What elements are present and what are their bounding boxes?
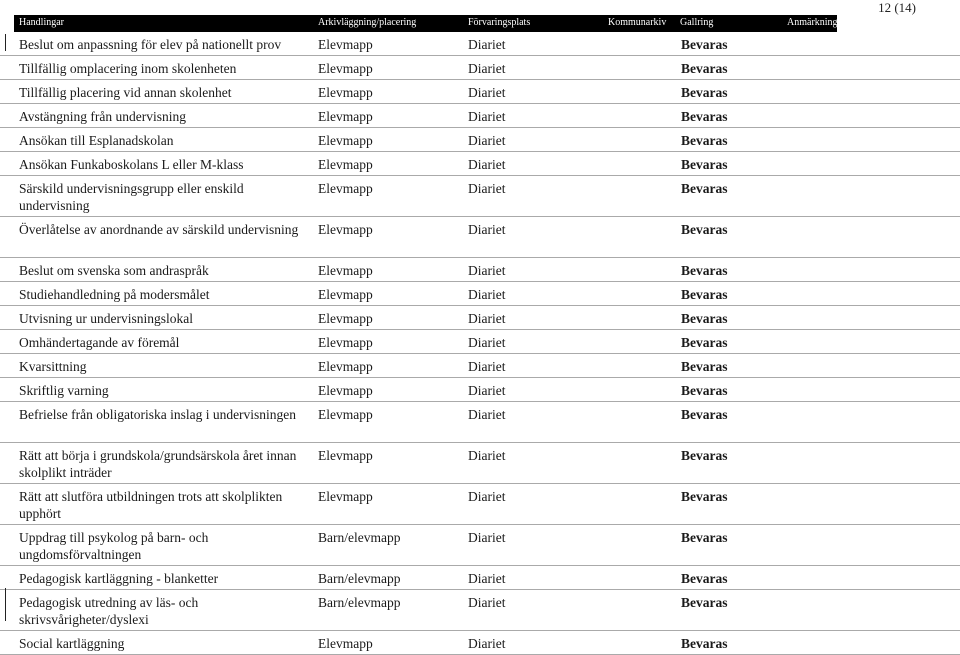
cell-arkivlaggning: Elevmapp [318, 287, 373, 302]
cell-arkivlaggning: Elevmapp [318, 157, 373, 172]
cell-gallring: Bevaras [681, 263, 728, 278]
cell-arkivlaggning: Elevmapp [318, 109, 373, 124]
cell-gallring: Bevaras [681, 383, 728, 398]
change-marker [5, 34, 6, 51]
cell-gallring: Bevaras [681, 287, 728, 302]
table-row [0, 104, 960, 128]
cell-handling: Avstängning från undervisning [19, 109, 186, 124]
cell-arkivlaggning: Barn/elevmapp [318, 571, 401, 586]
cell-gallring: Bevaras [681, 595, 728, 610]
cell-gallring: Bevaras [681, 37, 728, 52]
table-row [0, 56, 960, 80]
cell-forvaringsplats: Diariet [468, 222, 506, 237]
header-anmarkning: Anmärkning [787, 17, 838, 28]
cell-handling: Rätt att slutföra utbildningen trots att skolplikten upphört [19, 489, 283, 521]
cell-gallring: Bevaras [681, 530, 728, 545]
cell-gallring: Bevaras [681, 85, 728, 100]
cell-forvaringsplats: Diariet [468, 263, 506, 278]
cell-gallring: Bevaras [681, 157, 728, 172]
cell-forvaringsplats: Diariet [468, 595, 506, 610]
cell-forvaringsplats: Diariet [468, 359, 506, 374]
header-forvaringsplats: Förvaringsplats [468, 17, 531, 28]
cell-forvaringsplats: Diariet [468, 311, 506, 326]
cell-handling: Social kartläggning [19, 636, 125, 651]
cell-forvaringsplats: Diariet [468, 530, 506, 545]
cell-gallring: Bevaras [681, 181, 728, 196]
cell-gallring: Bevaras [681, 636, 728, 651]
cell-handling: Befrielse från obligatoriska inslag i undervisningen [19, 407, 297, 422]
table-row [0, 32, 960, 56]
cell-forvaringsplats: Diariet [468, 37, 506, 52]
cell-handling: Uppdrag till psykolog på barn- och ungdomsförvaltningen [19, 530, 209, 562]
cell-arkivlaggning: Elevmapp [318, 133, 373, 148]
cell-handling: Rätt att börja i grundskola/grundsärskola året innan skolplikt inträder [19, 448, 297, 480]
records-table [0, 32, 960, 655]
cell-handling: Särskild undervisningsgrupp eller enskild undervisning [19, 181, 244, 213]
table-row [0, 525, 960, 566]
cell-arkivlaggning: Elevmapp [318, 37, 373, 52]
header-kommunarkiv: Kommunarkiv [608, 17, 667, 28]
table-row [0, 378, 960, 402]
cell-arkivlaggning: Elevmapp [318, 222, 373, 237]
cell-arkivlaggning: Elevmapp [318, 181, 373, 196]
cell-gallring: Bevaras [681, 571, 728, 586]
change-marker [5, 588, 6, 621]
cell-gallring: Bevaras [681, 407, 728, 422]
cell-handling: Kvarsittning [19, 359, 87, 374]
cell-forvaringsplats: Diariet [468, 448, 506, 463]
header-handlingar: Handlingar [19, 17, 64, 28]
cell-arkivlaggning: Elevmapp [318, 448, 373, 463]
cell-handling: Pedagogisk kartläggning - blanketter [19, 571, 219, 586]
cell-arkivlaggning: Elevmapp [318, 383, 373, 398]
header-arkivlaggning: Arkivläggning/placering [318, 17, 417, 28]
table-row [0, 402, 960, 443]
cell-arkivlaggning: Elevmapp [318, 311, 373, 326]
cell-handling: Beslut om anpassning för elev på nationellt prov [19, 37, 282, 52]
cell-forvaringsplats: Diariet [468, 157, 506, 172]
cell-handling: Utvisning ur undervisningslokal [19, 311, 193, 326]
cell-forvaringsplats: Diariet [468, 61, 506, 76]
cell-handling: Ansökan till Esplanadskolan [19, 133, 174, 148]
cell-forvaringsplats: Diariet [468, 571, 506, 586]
header-gallring: Gallring [680, 17, 714, 28]
cell-handling: Skriftlig varning [19, 383, 109, 398]
cell-arkivlaggning: Elevmapp [318, 359, 373, 374]
cell-arkivlaggning: Elevmapp [318, 489, 373, 504]
cell-handling: Ansökan Funkaboskolans L eller M-klass [19, 157, 244, 172]
page-number: 12 (14) [878, 0, 916, 15]
cell-forvaringsplats: Diariet [468, 85, 506, 100]
table-row [0, 176, 960, 217]
table-row [0, 217, 960, 258]
cell-forvaringsplats: Diariet [468, 181, 506, 196]
table-row [0, 566, 960, 590]
cell-arkivlaggning: Elevmapp [318, 335, 373, 350]
cell-handling: Tillfällig omplacering inom skolenheten [19, 61, 237, 76]
cell-arkivlaggning: Elevmapp [318, 61, 373, 76]
cell-gallring: Bevaras [681, 222, 728, 237]
table-row [0, 631, 960, 655]
cell-forvaringsplats: Diariet [468, 636, 506, 651]
cell-handling: Pedagogisk utredning av läs- och skrivsvårigheter/dyslexi [19, 595, 199, 627]
cell-gallring: Bevaras [681, 133, 728, 148]
cell-handling: Beslut om svenska som andraspråk [19, 263, 209, 278]
cell-forvaringsplats: Diariet [468, 287, 506, 302]
cell-forvaringsplats: Diariet [468, 407, 506, 422]
table-row [0, 128, 960, 152]
table-row [0, 282, 960, 306]
cell-gallring: Bevaras [681, 359, 728, 374]
table-row [0, 590, 960, 631]
cell-forvaringsplats: Diariet [468, 383, 506, 398]
cell-gallring: Bevaras [681, 335, 728, 350]
cell-handling: Studiehandledning på modersmålet [19, 287, 210, 302]
cell-arkivlaggning: Elevmapp [318, 407, 373, 422]
cell-arkivlaggning: Elevmapp [318, 263, 373, 278]
cell-forvaringsplats: Diariet [468, 133, 506, 148]
table-row [0, 484, 960, 525]
cell-gallring: Bevaras [681, 61, 728, 76]
table-header [14, 15, 837, 32]
cell-forvaringsplats: Diariet [468, 489, 506, 504]
cell-handling: Tillfällig placering vid annan skolenhet [19, 85, 232, 100]
cell-forvaringsplats: Diariet [468, 335, 506, 350]
table-row [0, 330, 960, 354]
cell-gallring: Bevaras [681, 109, 728, 124]
cell-arkivlaggning: Elevmapp [318, 636, 373, 651]
table-row [0, 80, 960, 104]
cell-gallring: Bevaras [681, 448, 728, 463]
table-row [0, 306, 960, 330]
cell-arkivlaggning: Elevmapp [318, 85, 373, 100]
cell-gallring: Bevaras [681, 489, 728, 504]
cell-gallring: Bevaras [681, 311, 728, 326]
table-row [0, 152, 960, 176]
table-row [0, 443, 960, 484]
table-row [0, 258, 960, 282]
cell-handling: Omhändertagande av föremål [19, 335, 180, 350]
cell-forvaringsplats: Diariet [468, 109, 506, 124]
cell-arkivlaggning: Barn/elevmapp [318, 530, 401, 545]
table-row [0, 354, 960, 378]
cell-arkivlaggning: Barn/elevmapp [318, 595, 401, 610]
cell-handling: Överlåtelse av anordnande av särskild undervisning [19, 222, 299, 237]
